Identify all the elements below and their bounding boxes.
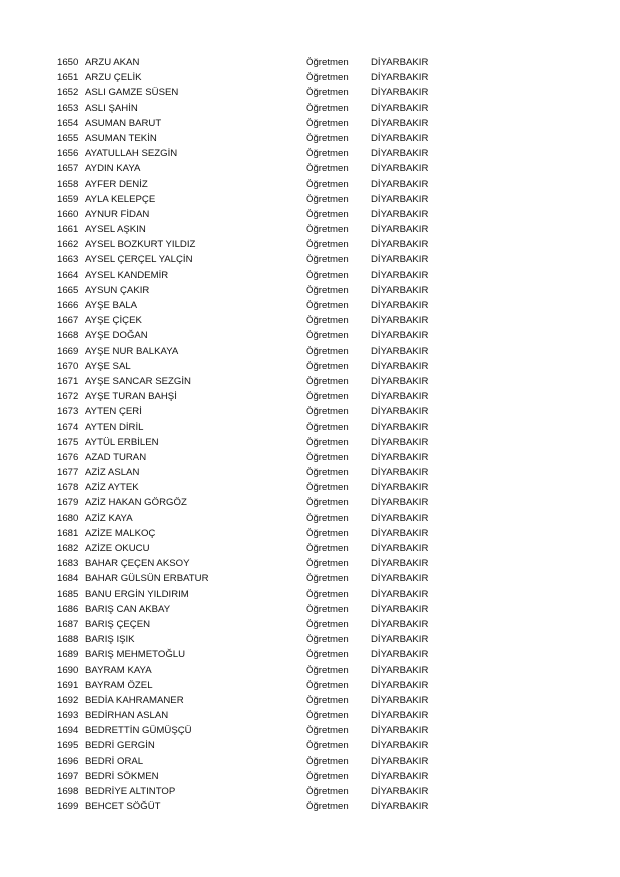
person-name: AZAD TURAN xyxy=(85,451,147,463)
list-item xyxy=(0,587,620,602)
person-name: AYDIN KAYA xyxy=(85,163,141,175)
list-item xyxy=(0,556,620,571)
person-name: AZİZ AYTEK xyxy=(85,482,139,494)
person-name: AZİZ HAKAN GÖRGÖZ xyxy=(85,497,187,509)
city: DİYARBAKIR xyxy=(371,603,429,615)
occupation: Öğretmen xyxy=(306,406,349,418)
list-item xyxy=(0,298,620,313)
city: DİYARBAKIR xyxy=(371,178,429,190)
person-name: BEDRETTİN GÜMÜŞÇÜ xyxy=(85,725,192,737)
person-name: ASLI GAMZE SÜSEN xyxy=(85,87,179,99)
city: DİYARBAKIR xyxy=(371,315,429,327)
city: DİYARBAKIR xyxy=(371,436,429,448)
occupation: Öğretmen xyxy=(306,497,349,509)
person-name: AYSEL BOZKURT YILDIZ xyxy=(85,239,196,251)
list-item xyxy=(0,647,620,662)
list-item xyxy=(0,404,620,419)
occupation: Öğretmen xyxy=(306,421,349,433)
person-name: ASLI ŞAHİN xyxy=(85,102,138,114)
row-number: 1660 xyxy=(57,208,79,220)
occupation: Öğretmen xyxy=(306,755,349,767)
city: DİYARBAKIR xyxy=(371,649,429,661)
occupation: Öğretmen xyxy=(306,740,349,752)
row-number: 1672 xyxy=(57,391,79,403)
city: DİYARBAKIR xyxy=(371,512,429,524)
row-number: 1667 xyxy=(57,315,79,327)
list-item xyxy=(0,116,620,131)
list-item xyxy=(0,222,620,237)
city: DİYARBAKIR xyxy=(371,634,429,646)
city: DİYARBAKIR xyxy=(371,132,429,144)
city: DİYARBAKIR xyxy=(371,300,429,311)
occupation: Öğretmen xyxy=(306,87,349,99)
row-number: 1671 xyxy=(57,375,79,387)
list-item xyxy=(0,769,620,784)
person-name: BARIŞ IŞIK xyxy=(85,634,135,646)
row-number: 1651 xyxy=(57,72,79,84)
person-name: AYTEN ÇERİ xyxy=(85,406,142,418)
city: DİYARBAKIR xyxy=(371,573,429,585)
row-number: 1666 xyxy=(57,300,79,311)
city: DİYARBAKIR xyxy=(371,345,429,357)
occupation: Öğretmen xyxy=(306,467,349,479)
city: DİYARBAKIR xyxy=(371,421,429,433)
list-item xyxy=(0,177,620,192)
person-name: AYŞE BALA xyxy=(85,300,138,311)
list-item xyxy=(0,70,620,85)
row-number: 1698 xyxy=(57,786,79,797)
person-name: BAYRAM KAYA xyxy=(85,664,152,676)
occupation: Öğretmen xyxy=(306,208,349,220)
list-item xyxy=(0,359,620,374)
list-item xyxy=(0,693,620,708)
occupation: Öğretmen xyxy=(306,558,349,570)
person-name: AYTÜL ERBİLEN xyxy=(85,436,159,448)
list-item xyxy=(0,435,620,450)
row-number: 1665 xyxy=(57,284,79,296)
person-name: AYSEL AŞKIN xyxy=(85,224,146,236)
list-item xyxy=(0,663,620,678)
row-number: 1695 xyxy=(57,740,79,752)
row-number: 1673 xyxy=(57,406,79,418)
person-name: BAYRAM ÖZEL xyxy=(85,679,153,691)
list-item xyxy=(0,420,620,435)
person-name: BARIŞ CAN AKBAY xyxy=(85,603,171,615)
row-number: 1685 xyxy=(57,588,79,600)
list-item xyxy=(0,450,620,465)
city: DİYARBAKIR xyxy=(371,558,429,570)
row-number: 1694 xyxy=(57,725,79,737)
list-item xyxy=(0,754,620,769)
row-number: 1676 xyxy=(57,451,79,463)
city: DİYARBAKIR xyxy=(371,694,429,706)
row-number: 1688 xyxy=(57,634,79,646)
city: DİYARBAKIR xyxy=(371,588,429,600)
city: DİYARBAKIR xyxy=(371,57,429,68)
occupation: Öğretmen xyxy=(306,527,349,539)
person-name: AYŞE ÇİÇEK xyxy=(85,315,142,327)
person-name: AYSEL ÇERÇEL YALÇİN xyxy=(85,254,193,266)
row-number: 1693 xyxy=(57,710,79,722)
list-item xyxy=(0,146,620,161)
city: DİYARBAKIR xyxy=(371,284,429,296)
city: DİYARBAKIR xyxy=(371,451,429,463)
occupation: Öğretmen xyxy=(306,193,349,205)
person-name: AYFER DENİZ xyxy=(85,178,148,190)
city: DİYARBAKIR xyxy=(371,269,429,281)
list-item xyxy=(0,708,620,723)
city: DİYARBAKIR xyxy=(371,330,429,342)
list-item xyxy=(0,85,620,100)
occupation: Öğretmen xyxy=(306,360,349,372)
list-item xyxy=(0,161,620,176)
list-item xyxy=(0,237,620,252)
person-name: BEDRİ GERGİN xyxy=(85,740,155,752)
occupation: Öğretmen xyxy=(306,254,349,266)
list-item xyxy=(0,101,620,116)
person-name: AYLA KELEPÇE xyxy=(85,193,156,205)
person-name: AZİZ ASLAN xyxy=(85,467,140,479)
person-name: BAHAR GÜLSÜN ERBATUR xyxy=(85,573,209,585)
city: DİYARBAKIR xyxy=(371,725,429,737)
person-name: BEDİRHAN ASLAN xyxy=(85,710,169,722)
person-name: BEDRİYE ALTINTOP xyxy=(85,786,176,797)
row-number: 1652 xyxy=(57,87,79,99)
list-item xyxy=(0,207,620,222)
row-number: 1697 xyxy=(57,770,79,782)
row-number: 1683 xyxy=(57,558,79,570)
occupation: Öğretmen xyxy=(306,72,349,84)
row-number: 1663 xyxy=(57,254,79,266)
list-item xyxy=(0,678,620,693)
row-number: 1654 xyxy=(57,117,79,129)
list-item xyxy=(0,511,620,526)
person-name: BEDRİ ORAL xyxy=(85,755,144,767)
occupation: Öğretmen xyxy=(306,801,349,813)
list-item xyxy=(0,495,620,510)
occupation: Öğretmen xyxy=(306,315,349,327)
row-number: 1659 xyxy=(57,193,79,205)
person-name: BEDRİ SÖKMEN xyxy=(85,770,159,782)
city: DİYARBAKIR xyxy=(371,375,429,387)
city: DİYARBAKIR xyxy=(371,801,429,813)
list-item xyxy=(0,313,620,328)
list-item xyxy=(0,632,620,647)
city: DİYARBAKIR xyxy=(371,770,429,782)
person-name: AZİZE OKUCU xyxy=(85,543,150,554)
list-item xyxy=(0,465,620,480)
city: DİYARBAKIR xyxy=(371,193,429,205)
person-name: BARIŞ MEHMETOĞLU xyxy=(85,649,186,661)
row-number: 1657 xyxy=(57,163,79,175)
occupation: Öğretmen xyxy=(306,239,349,251)
occupation: Öğretmen xyxy=(306,300,349,311)
list-item xyxy=(0,738,620,753)
city: DİYARBAKIR xyxy=(371,543,429,554)
occupation: Öğretmen xyxy=(306,117,349,129)
list-item xyxy=(0,328,620,343)
person-name: AYŞE SANCAR SEZGİN xyxy=(85,375,191,387)
row-number: 1669 xyxy=(57,345,79,357)
city: DİYARBAKIR xyxy=(371,163,429,175)
person-name: AYŞE DOĞAN xyxy=(85,330,148,342)
occupation: Öğretmen xyxy=(306,786,349,797)
row-number: 1684 xyxy=(57,573,79,585)
person-name: AYNUR FİDAN xyxy=(85,208,150,220)
occupation: Öğretmen xyxy=(306,57,349,68)
occupation: Öğretmen xyxy=(306,512,349,524)
occupation: Öğretmen xyxy=(306,345,349,357)
city: DİYARBAKIR xyxy=(371,148,429,160)
city: DİYARBAKIR xyxy=(371,72,429,84)
person-name: ASUMAN BARUT xyxy=(85,117,162,129)
person-name: BEDİA KAHRAMANER xyxy=(85,694,184,706)
occupation: Öğretmen xyxy=(306,330,349,342)
occupation: Öğretmen xyxy=(306,573,349,585)
list-item xyxy=(0,55,620,70)
occupation: Öğretmen xyxy=(306,603,349,615)
city: DİYARBAKIR xyxy=(371,224,429,236)
person-name: ARZU ÇELİK xyxy=(85,72,142,84)
row-number: 1675 xyxy=(57,436,79,448)
city: DİYARBAKIR xyxy=(371,755,429,767)
row-number: 1674 xyxy=(57,421,79,433)
occupation: Öğretmen xyxy=(306,770,349,782)
city: DİYARBAKIR xyxy=(371,482,429,494)
person-name: ASUMAN TEKİN xyxy=(85,132,157,144)
row-number: 1650 xyxy=(57,57,79,68)
list-item xyxy=(0,192,620,207)
person-name: ARZU AKAN xyxy=(85,57,140,68)
city: DİYARBAKIR xyxy=(371,664,429,676)
occupation: Öğretmen xyxy=(306,224,349,236)
row-number: 1699 xyxy=(57,801,79,813)
row-number: 1664 xyxy=(57,269,79,281)
row-number: 1686 xyxy=(57,603,79,615)
occupation: Öğretmen xyxy=(306,132,349,144)
occupation: Öğretmen xyxy=(306,482,349,494)
occupation: Öğretmen xyxy=(306,163,349,175)
list-item xyxy=(0,571,620,586)
document-list xyxy=(0,55,620,814)
row-number: 1690 xyxy=(57,664,79,676)
list-item xyxy=(0,541,620,556)
city: DİYARBAKIR xyxy=(371,87,429,99)
person-name: BANU ERGİN YILDIRIM xyxy=(85,588,189,600)
occupation: Öğretmen xyxy=(306,649,349,661)
row-number: 1655 xyxy=(57,132,79,144)
city: DİYARBAKIR xyxy=(371,102,429,114)
row-number: 1692 xyxy=(57,694,79,706)
row-number: 1682 xyxy=(57,543,79,554)
city: DİYARBAKIR xyxy=(371,360,429,372)
row-number: 1658 xyxy=(57,178,79,190)
occupation: Öğretmen xyxy=(306,284,349,296)
list-item xyxy=(0,268,620,283)
occupation: Öğretmen xyxy=(306,694,349,706)
list-item xyxy=(0,723,620,738)
city: DİYARBAKIR xyxy=(371,618,429,630)
person-name: AYŞE SAL xyxy=(85,360,131,372)
occupation: Öğretmen xyxy=(306,178,349,190)
list-item xyxy=(0,617,620,632)
row-number: 1656 xyxy=(57,148,79,160)
row-number: 1668 xyxy=(57,330,79,342)
person-name: BAHAR ÇEÇEN AKSOY xyxy=(85,558,190,570)
occupation: Öğretmen xyxy=(306,725,349,737)
occupation: Öğretmen xyxy=(306,679,349,691)
city: DİYARBAKIR xyxy=(371,254,429,266)
person-name: AYATULLAH SEZGİN xyxy=(85,148,178,160)
row-number: 1678 xyxy=(57,482,79,494)
city: DİYARBAKIR xyxy=(371,710,429,722)
row-number: 1696 xyxy=(57,755,79,767)
row-number: 1689 xyxy=(57,649,79,661)
occupation: Öğretmen xyxy=(306,543,349,554)
list-item xyxy=(0,283,620,298)
person-name: AYŞE TURAN BAHŞİ xyxy=(85,391,177,403)
occupation: Öğretmen xyxy=(306,148,349,160)
row-number: 1679 xyxy=(57,497,79,509)
list-item xyxy=(0,480,620,495)
occupation: Öğretmen xyxy=(306,664,349,676)
person-name: BEHCET SÖĞÜT xyxy=(85,801,161,813)
person-name: AZİZE MALKOÇ xyxy=(85,527,156,539)
person-name: AYŞE NUR BALKAYA xyxy=(85,345,179,357)
row-number: 1687 xyxy=(57,618,79,630)
person-name: AZİZ KAYA xyxy=(85,512,133,524)
occupation: Öğretmen xyxy=(306,436,349,448)
occupation: Öğretmen xyxy=(306,588,349,600)
person-name: AYTEN DİRİL xyxy=(85,421,144,433)
person-name: AYSUN ÇAKIR xyxy=(85,284,150,296)
person-name: AYSEL KANDEMİR xyxy=(85,269,169,281)
list-item xyxy=(0,344,620,359)
row-number: 1670 xyxy=(57,360,79,372)
occupation: Öğretmen xyxy=(306,451,349,463)
list-item xyxy=(0,784,620,799)
row-number: 1691 xyxy=(57,679,79,691)
occupation: Öğretmen xyxy=(306,269,349,281)
row-number: 1677 xyxy=(57,467,79,479)
list-item xyxy=(0,131,620,146)
list-item xyxy=(0,374,620,389)
city: DİYARBAKIR xyxy=(371,208,429,220)
city: DİYARBAKIR xyxy=(371,117,429,129)
city: DİYARBAKIR xyxy=(371,786,429,797)
occupation: Öğretmen xyxy=(306,618,349,630)
occupation: Öğretmen xyxy=(306,710,349,722)
list-item xyxy=(0,389,620,404)
city: DİYARBAKIR xyxy=(371,527,429,539)
list-item xyxy=(0,526,620,541)
person-name: BARIŞ ÇEÇEN xyxy=(85,618,151,630)
list-item xyxy=(0,799,620,814)
city: DİYARBAKIR xyxy=(371,740,429,752)
occupation: Öğretmen xyxy=(306,391,349,403)
list-item xyxy=(0,602,620,617)
row-number: 1680 xyxy=(57,512,79,524)
city: DİYARBAKIR xyxy=(371,391,429,403)
row-number: 1661 xyxy=(57,224,79,236)
occupation: Öğretmen xyxy=(306,634,349,646)
row-number: 1662 xyxy=(57,239,79,251)
row-number: 1681 xyxy=(57,527,79,539)
city: DİYARBAKIR xyxy=(371,679,429,691)
city: DİYARBAKIR xyxy=(371,239,429,251)
occupation: Öğretmen xyxy=(306,375,349,387)
occupation: Öğretmen xyxy=(306,102,349,114)
city: DİYARBAKIR xyxy=(371,467,429,479)
city: DİYARBAKIR xyxy=(371,497,429,509)
city: DİYARBAKIR xyxy=(371,406,429,418)
row-number: 1653 xyxy=(57,102,79,114)
list-item xyxy=(0,252,620,267)
